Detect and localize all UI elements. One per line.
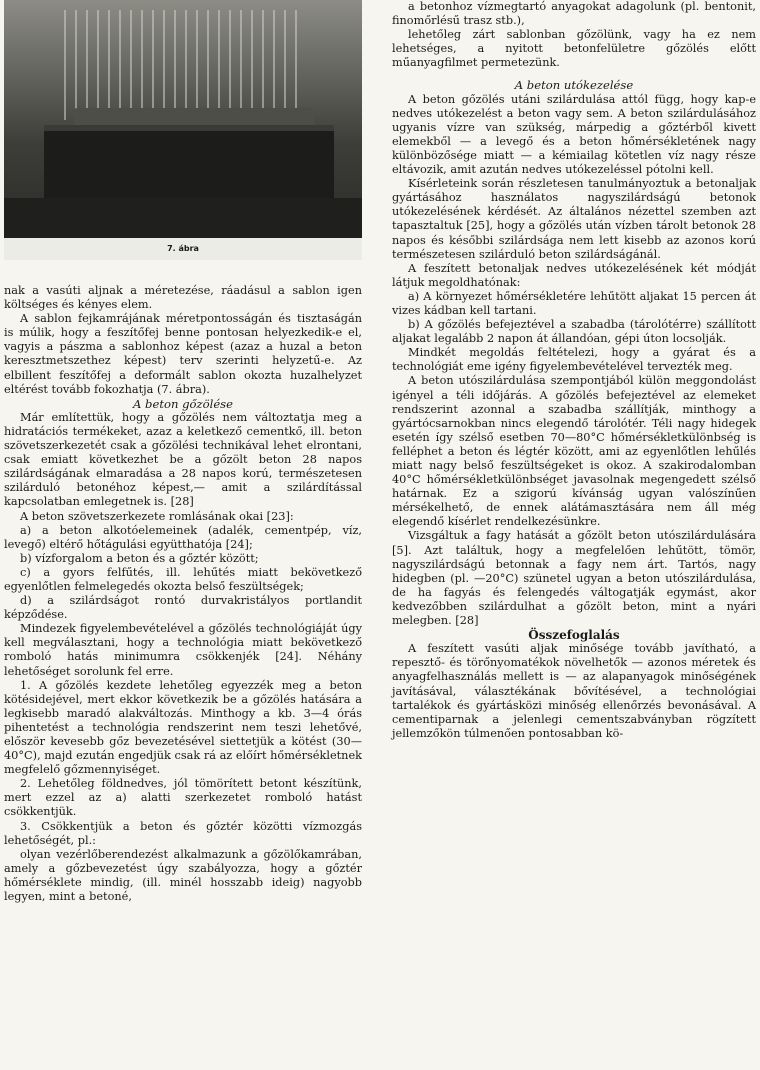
section-heading-summary: Összefoglalás — [528, 628, 620, 643]
right-text — [392, 0, 756, 741]
numbered-item: 2. Lehetőleg földnedves, jól tömörített betont készítünk, mert ezzel az a) alatti szerkezetet romboló hatást csökkentjük. — [4, 777, 362, 819]
numbered-item: 3. Csökkentjük a beton és gőztér közötti vízmozgás lehetőségét, pl.: — [4, 819, 362, 847]
figure-floor — [4, 198, 362, 238]
numbered-item: 1. A gőzölés kezdete lehetőleg egyezzék meg a beton kötésidejével, mert ekkor következik be a gőzölés hatására a legkisebb maradó alakváltozás. Minthogy a kb. 3—4 órás pihentetést a technológia rendszerint nem teszi lehetővé, először kevesebb gőz bevezetésével siettetjük a kötést (30—40°C), majd ezután engedjük csak rá az előírt hőmérsékletnek megfelelő gőzmennyiséget. — [4, 678, 362, 777]
paragraph: A feszített betonaljak nedves utókezelésének két módját látjuk megoldhatónak: — [392, 261, 756, 289]
list-item: a) A környezet hőmérsékletére lehűtött aljakat 15 percen át vizes kádban kell tartani. — [392, 289, 756, 317]
paragraph: Mindezek figyelembevételével a gőzölés technológiáját úgy kell megválasztani, hogy a technológia miatt bekövetkező romboló hatás minimumra csökkenjék [24]. Néhány lehetőséget sorolunk fel erre. — [4, 622, 362, 678]
paragraph: a betonhoz vízmegtartó anyagokat adagolunk (pl. bentonit, finomőrlésű trasz stb.), — [392, 0, 756, 28]
left-column — [4, 0, 362, 904]
paragraph: lehetőleg zárt sablonban gőzölünk, vagy ha ez nem lehetséges, a nyitott betonfelületre gőzölés előtt műanyagfilmet permetezünk. — [392, 28, 756, 70]
left-text — [4, 284, 362, 904]
paragraph: A beton utószilárdulása szempontjából külön meggondolást igényel a téli időjárás. A gőzölés befejeztével az elemeket rendszerint azonnal a szabadba szállítják, minthogy a gyártócsarnokban nincs elegendő tárolótér. Téli nagy hidegek esetén így szélső esetben 70—80°C hőmérsékletkülönbség is felléphet a beton és légtér között, ami az egyenlőtlen lehűlés miatt nagy belső feszültségeket is okoz. A szakirodalomban 40°C hőmérsékletkülönbséget javasolnak megengedett szélső határnak. Ez a szigorú kívánság ugyan valószínűen mérsékelhető, de ennek alátámasztására nem áll még elegendő kísérlet rendelkezésünkre. — [392, 374, 756, 529]
list-item: a) a beton alkotóelemeinek (adalék, cementpép, víz, levegő) eltérő hőtágulási együtthatója [24]; — [4, 523, 362, 551]
list-item: b) vízforgalom a beton és a gőztér között; — [20, 551, 259, 565]
paragraph: A beton szövetszerkezete romlásának okai [23]: — [20, 509, 294, 523]
paragraph: A beton gőzölés utáni szilárdulása attól függ, hogy kap-e nedves utókezelést a beton vagy sem. A beton szilárdulásához ugyanis vízre van szükség, márpedig a gőztérből kivett elemekből — a levegő és a beton hőmérsékletének nagy különbözősége miatt — a kémiailag kötetlen víz nagy része eltávozik, amit azután nedves utókezeléssel pótolni kell. — [392, 92, 756, 177]
paragraph: Vizsgáltuk a fagy hatását a gőzölt beton utószilárdulására [5]. Azt találtuk, hogy a megfelelően lehűtött, tömör, nagyszilárdságú betonnak a fagy nem árt. Tartós, nagy hidegben (pl. —20°C) szünetel ugyan a beton utószilárdulása, de ha fagyás és felengedés váltogatják egymást, akor kedvezőbben szilárdulhat a gőzölt beton, mint a nyári melegben. [28] — [392, 529, 756, 628]
list-item: d) a szilárdságot rontó durvakristályos portlandit képződése. — [4, 594, 362, 622]
paragraph: Mindkét megoldás feltételezi, hogy a gyárat és a technológiát eme igény figyelembevételével tervezték meg. — [392, 346, 756, 374]
numbered-subitem: olyan vezérlőberendezést alkalmazunk a gőzölőkamrában, amely a gőzbevezetést úgy szabályozza, hogy a gőztér hőmérséklete mindig, (ill. minél hosszabb ideig) nagyobb legyen, mint a betoné, — [4, 847, 362, 904]
list-item: c) a gyors felfűtés, ill. lehűtés miatt bekövetkező egyenlőtlen felmelegedés okozta belső feszültségek; — [4, 565, 362, 593]
figure-photo — [4, 0, 362, 238]
paragraph: nak a vasúti aljnak a méretezése, ráadásul a sablon igen költséges és kényes elem. — [4, 284, 362, 312]
photo-concrete-mould-icon — [64, 10, 304, 120]
paragraph: A sablon fejkamrájának méretpontosságán és tisztaságán is múlik, hogy a feszítőfej benne pontosan helyezkedik-e el, vagyis a pászma a sablonhoz képest (azaz a huzal a beton keresztmetszethez képest) terv szerinti helyzetű-e. Az elbillent feszítőfej a deformált sablon okozta huzalhelyzet eltérést tovább fokozhatja (7. ábra). — [4, 312, 362, 396]
figure-mould — [44, 125, 334, 201]
figure-caption: 7. ábra — [4, 238, 362, 260]
paragraph: Már említettük, hogy a gőzölés nem változtatja meg a hidratációs termékeket, azaz a keletkező cementkő, ill. beton szövetszerkezetét csak a gőzölési technikával lehet elrontani, csak emiatt következhet be a gőzölt beton 28 napos szilárdságának elmaradása a 28 napos korú, természetesen szilárduló betonéhoz képest,— amit a szilárdítással kapcsolatban emlegetnek is. [28] — [4, 410, 362, 509]
paragraph: A feszített vasúti aljak minősége tovább javítható, a repesztő- és törőnyomatékok növelhetők — azonos méretek és anyagfelhasználás mellett is — az alapanyagok minőségének javításával, választékának bővítésével, a technológiai tartalékok és gyártásközi minőség ellenőrzés bevonásával. A cementiparnak a jelenlegi cementszabványban rögzített jellemzőkön túlmenően pontosabban kö- — [392, 642, 756, 740]
section-heading: A beton utókezelése — [514, 78, 634, 93]
section-heading: A beton gőzölése — [132, 396, 233, 411]
paragraph: Kísérleteink során részletesen tanulmányoztuk a betonaljak gyártásához használatos nagyszilárdságú betonok utókezelésének kérdését. Az általános nézettel szemben azt tapasztaltuk [25], hogy a gőzölés után vízben tárolt betonok 28 napos és későbbi szilárdsága nem lett kisebb az azonos korú természetesen szilárduló beton szilárdságánál. — [392, 177, 756, 261]
list-item: b) A gőzölés befejeztével a szabadba (tárolótérre) szállított aljakat legalább 2 napon át állandóan, gépi úton locsolják. — [392, 318, 756, 346]
